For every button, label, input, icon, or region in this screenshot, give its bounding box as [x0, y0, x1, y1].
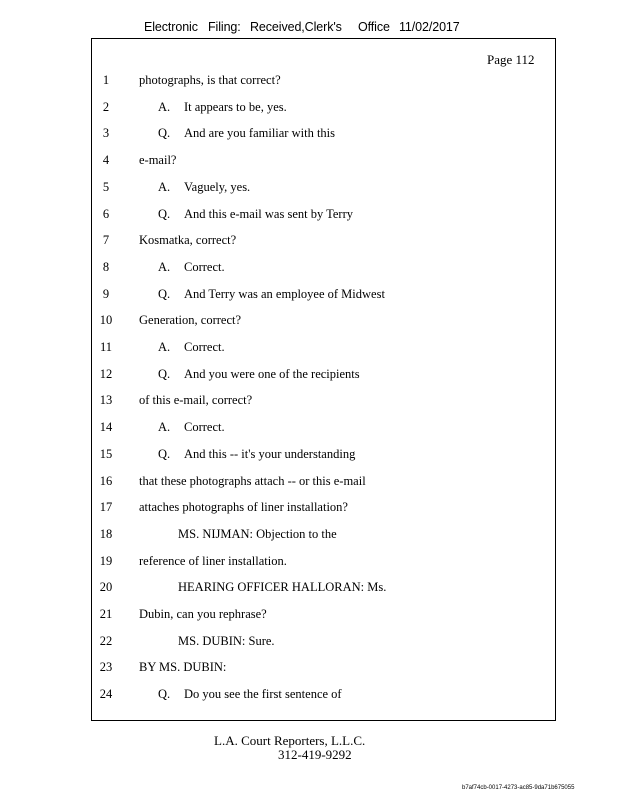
line-text: It appears to be, yes.: [184, 100, 287, 114]
line-text: BY MS. DUBIN:: [139, 660, 227, 674]
line-number: 14: [99, 420, 113, 434]
qa-line: [158, 420, 225, 435]
line-number: 12: [99, 367, 113, 381]
line-text: attaches photographs of liner installation?: [139, 500, 348, 514]
line-text: that these photographs attach -- or this e-mail: [139, 474, 366, 488]
line-number: 17: [99, 500, 113, 514]
line-number: 19: [99, 554, 113, 568]
qa-line: [158, 367, 360, 382]
line-text: e-mail?: [139, 153, 177, 167]
line-text: Generation, correct?: [139, 313, 242, 327]
line-number: 2: [102, 100, 110, 114]
qa-line: [158, 126, 335, 141]
line-number: 18: [99, 527, 113, 541]
line-number: 23: [99, 660, 113, 674]
stamp-electronic: Electronic: [144, 20, 198, 34]
speaker-label: Q.: [158, 126, 171, 140]
line-text: Do you see the first sentence of: [184, 687, 342, 701]
line-number: 24: [99, 687, 113, 701]
speaker-label: Q.: [158, 367, 171, 381]
speaker-label: Q.: [158, 287, 171, 301]
footer-company: L.A. Court Reporters, L.L.C.: [214, 733, 366, 748]
line-text: MS. DUBIN: Sure.: [178, 634, 275, 648]
stamp-filing: Filing:: [208, 20, 241, 34]
line-number: 1: [102, 73, 110, 87]
line-number: 9: [102, 287, 110, 301]
line-number: 11: [99, 340, 113, 354]
speaker-label: A.: [158, 340, 171, 354]
line-number: 8: [102, 260, 110, 274]
line-number: 20: [99, 580, 113, 594]
speaker-label: Q.: [158, 207, 171, 221]
line-text: And this -- it's your understanding: [184, 447, 356, 461]
qa-line: [158, 260, 225, 275]
speaker-label: A.: [158, 100, 171, 114]
line-number: 13: [99, 393, 113, 407]
speaker-label: A.: [158, 180, 171, 194]
line-text: And you were one of the recipients: [184, 367, 360, 381]
speaker-label: A.: [158, 260, 171, 274]
qa-line: [158, 687, 342, 702]
line-text: photographs, is that correct?: [139, 73, 281, 87]
speaker-label: Q.: [158, 447, 171, 461]
line-text: of this e-mail, correct?: [139, 393, 253, 407]
stamp-received-clerks: Received,Clerk's: [250, 20, 342, 34]
line-number: 5: [102, 180, 110, 194]
line-number: 10: [99, 313, 113, 327]
line-text: MS. NIJMAN: Objection to the: [178, 527, 337, 541]
line-text: And this e-mail was sent by Terry: [184, 207, 354, 221]
stamp-date: 11/02/2017: [399, 20, 460, 34]
line-number: 7: [102, 233, 110, 247]
qa-line: [158, 447, 355, 462]
line-number: 15: [99, 447, 113, 461]
line-text: And Terry was an employee of Midwest: [184, 287, 385, 301]
line-number: 6: [102, 207, 110, 221]
stamp-office: Office: [358, 20, 390, 34]
document-hash: b7af74cb-0017-4273-ac85-9da71b675055: [462, 785, 575, 791]
speaker-label: A.: [158, 420, 171, 434]
qa-line: [158, 100, 287, 115]
qa-line: [158, 287, 385, 302]
page-number: Page 112: [487, 52, 535, 67]
qa-line: [158, 180, 250, 195]
line-text: Kosmatka, correct?: [139, 233, 237, 247]
line-text: And are you familiar with this: [184, 126, 336, 140]
line-text: reference of liner installation.: [139, 554, 287, 568]
line-text: Correct.: [184, 260, 225, 274]
line-text: Correct.: [184, 420, 225, 434]
speaker-label: Q.: [158, 687, 171, 701]
line-text: Dubin, can you rephrase?: [139, 607, 267, 621]
line-number: 16: [99, 474, 113, 488]
qa-line: [158, 207, 353, 222]
line-number: 4: [102, 153, 110, 167]
line-number: 3: [102, 126, 110, 140]
line-text: Correct.: [184, 340, 225, 354]
qa-line: [158, 340, 225, 355]
footer-phone: 312-419-9292: [278, 747, 352, 762]
line-number: 22: [99, 634, 113, 648]
line-text: Vaguely, yes.: [184, 180, 251, 194]
line-number: 21: [99, 607, 113, 621]
line-text: HEARING OFFICER HALLORAN: Ms.: [178, 580, 387, 594]
